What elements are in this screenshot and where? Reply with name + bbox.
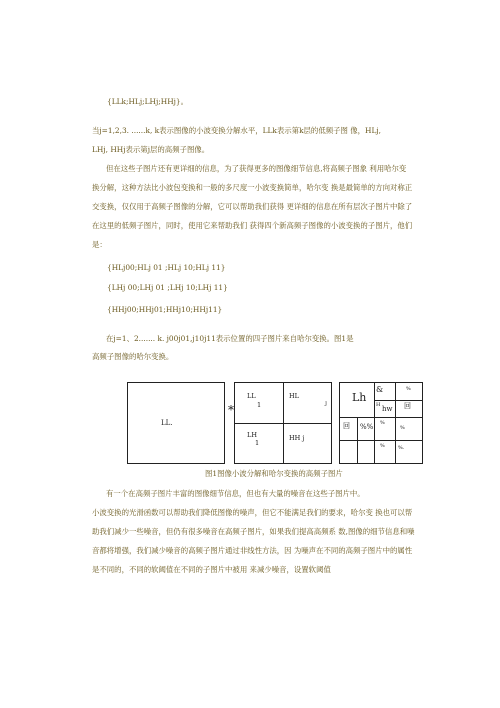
formula-set-hl: {HLj00;HLj 01 ;HLj 10;HLj 11} — [107, 263, 226, 272]
paragraph-line: 当j=1,2,3. ......k, k表示图像的小波变换分解水平，LLk表示第k层的低频子图 像，HLj, — [92, 126, 382, 135]
paragraph-line: 有一个在高频子图片丰富的图像细节信息，但也有大量的噪音在这些子图片中。 — [106, 489, 365, 498]
paragraph-line: 换分解，这种方法比小波包变换和一般的多尺度一小波变换简单，哈尔变 换是最简单的方向对称正 — [92, 183, 413, 192]
haar-hui1: 回 — [343, 422, 350, 430]
haar-n4: % — [380, 443, 385, 449]
haar-h-prefix: H — [376, 402, 381, 408]
haar-amp: & — [376, 385, 384, 394]
paragraph-line: 在这里的低频子图片，同时，使用它来帮助我们 获得四个新高频子图像的小波变换的子图片，他们 — [92, 221, 413, 230]
figure-caption: 图1图像小波分解和哈尔变换的高频子图片 — [205, 469, 343, 478]
haar-mark: %. — [398, 445, 405, 451]
figure-quad-box — [234, 382, 332, 464]
paragraph-line: LHj, HHj表示第j层的高频子图像。 — [92, 145, 210, 154]
paragraph-line: 但在这些子图片还有更详细的信息，为了获得更多的图像细节信息,将高频子图象 利用哈尔变 — [106, 164, 407, 173]
haar-n3: % — [400, 425, 405, 431]
transform-star: * — [228, 403, 234, 417]
formula-set-lh: {LHj 00;LHj 01 ;LHj 10;LHj 11} — [107, 283, 228, 292]
formula-set-k: {LLk;HLj;LHj;HHj}。 — [107, 97, 189, 106]
haar-n1: % — [406, 386, 411, 392]
haar-hui2: 回 — [404, 402, 411, 410]
figure-ll-box — [127, 382, 225, 464]
quad-ll-label: LL — [247, 392, 256, 400]
paragraph-line: 交变换，仅仅用于高频子图像的分解，它可以帮助我们获得 更详细的信息在所有层次子图片中除了 — [92, 202, 413, 211]
haar-n2: % — [380, 420, 385, 426]
paragraph-line: 助我们减少一些噪音，但仍有很多噪音在高频子图片，如果我们提高高频系 数,图像的细节信息和噪 — [92, 527, 415, 536]
paragraph-line: 小波变换的光滑函数可以帮助我们降低图像的噪声，但它不能满足我们的要求，哈尔变 换也可以帮 — [92, 508, 413, 517]
paragraph-line: 高频子图像的哈尔变换。 — [92, 352, 174, 361]
quad-lh-sub: 1 — [255, 439, 260, 447]
figure-haar-box — [339, 382, 423, 464]
haar-pct1: %% — [360, 423, 374, 431]
paragraph-line: 是： — [92, 240, 107, 249]
quad-lh-label: LH — [247, 431, 257, 439]
paragraph-line: 音都将增强，我们减少噪音的高频子图片通过非线性方法，因 为噪声在不同的高频子图片中的属性 — [92, 546, 413, 555]
ll-label: LL. — [161, 419, 173, 427]
quad-hh-label: HH j — [289, 434, 305, 442]
paragraph-line: 在j=1、2....... k. j00j01,j10j11表示位置的四子图片来自哈尔变换。图1是 — [106, 334, 354, 343]
quad-hl-label: HL — [289, 392, 299, 400]
quad-hl-sub: J — [325, 401, 328, 407]
quad-ll-sub: 1 — [257, 401, 262, 409]
haar-lh-label: Lh — [352, 391, 367, 404]
formula-set-hh: {HHj00;HHj01;HHj10;HHj11} — [107, 305, 223, 314]
paragraph-line: 是不同的，不同的软阈值在不同的子图片中被用 来减少噪音，设置软阈值 — [92, 565, 331, 574]
haar-hw: hw — [382, 405, 393, 413]
